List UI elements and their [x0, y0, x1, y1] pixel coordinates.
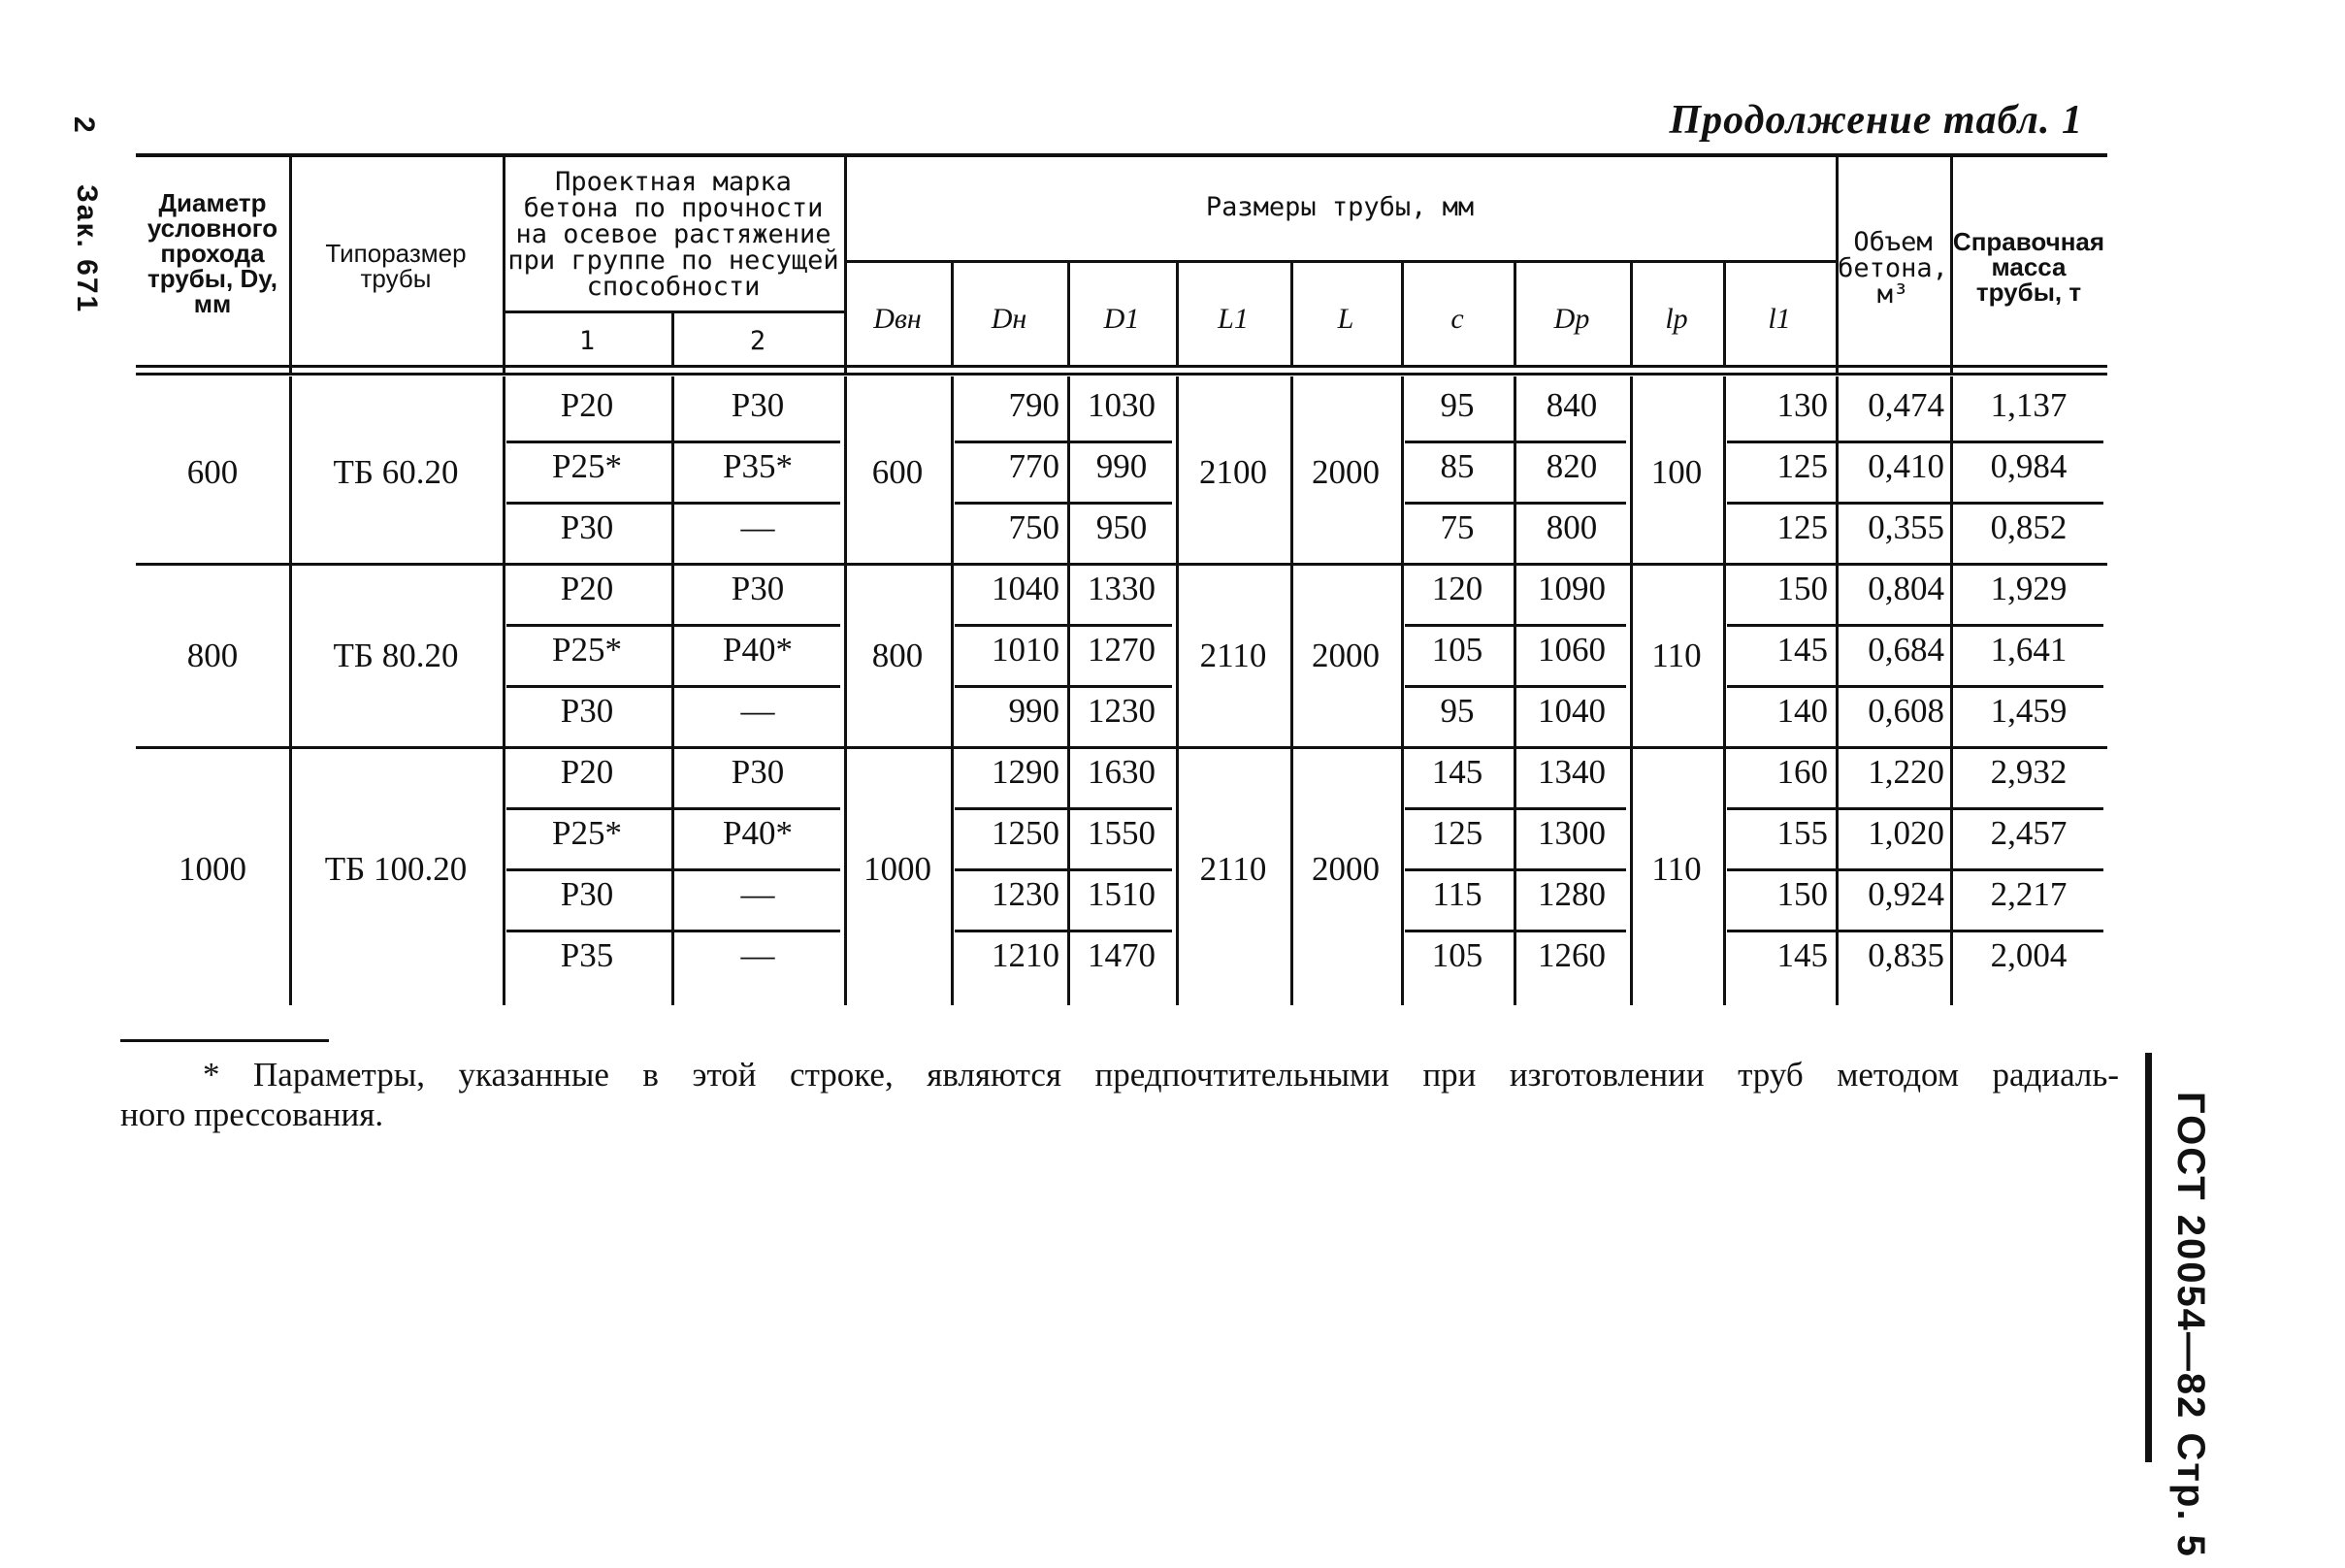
cell-grade-group1: Р25*	[552, 631, 622, 669]
cell-d1: 1330	[1088, 570, 1156, 607]
cell-lp: 100	[1650, 452, 1703, 491]
cell-dn: 750	[1008, 508, 1059, 546]
row-rule	[1727, 807, 2103, 810]
row-rule	[955, 807, 1172, 810]
cell-mass: 0,852	[1990, 508, 2068, 546]
cell-c: 95	[1440, 692, 1475, 730]
cell-c: 115	[1432, 875, 1482, 913]
cell-d1: 1630	[1088, 753, 1156, 791]
cell-L1: 2100	[1199, 452, 1267, 491]
cell-c: 120	[1431, 570, 1483, 607]
cell-lp: 110	[1651, 636, 1702, 674]
row-rule	[1727, 502, 2103, 505]
header-diameter: Диаметр условного прохода трубы, Dу, мм	[147, 188, 278, 318]
cell-grade-group1: Р30	[560, 692, 614, 730]
cell-l1: 140	[1776, 692, 1828, 730]
cell-d1: 1230	[1088, 692, 1156, 730]
cell-dn: 1290	[992, 753, 1059, 791]
cell-grade-group1: Р30	[560, 875, 614, 913]
cell-L1: 2110	[1199, 850, 1267, 888]
header-concrete-grade: Проектная марка бетона по прочности на осевое растяжение при группе по несущей способности	[507, 167, 839, 302]
row-rule	[506, 868, 840, 871]
row-rule	[506, 930, 840, 932]
row-rule	[955, 502, 1172, 505]
cell-mass: 1,459	[1990, 692, 2068, 730]
header-group-1: 1	[578, 326, 596, 356]
group-rule	[136, 746, 2107, 749]
row-rule	[506, 807, 840, 810]
cell-dp: 1260	[1538, 936, 1606, 974]
row-rule	[955, 624, 1172, 627]
cell-grade-group2: Р30	[731, 386, 785, 424]
cell-mass: 1,137	[1990, 386, 2068, 424]
cell-dp: 1060	[1538, 631, 1606, 669]
row-rule	[506, 685, 840, 688]
footnote-rule	[120, 1039, 329, 1042]
cell-dp: 1090	[1538, 570, 1606, 607]
cell-dp: 800	[1546, 508, 1598, 546]
header-dim-7: Dр	[1553, 303, 1590, 335]
row-rule	[1405, 502, 1626, 505]
row-rule	[1727, 441, 2103, 443]
cell-diameter: 1000	[179, 850, 246, 888]
footnote-line-1: * Параметры, указанные в этой строке, являются предпочтительными при изготовлении труб методом радиаль-	[203, 1056, 2119, 1094]
cell-mass: 2,217	[1990, 875, 2068, 913]
cell-d1: 1270	[1088, 631, 1156, 669]
group-rule	[136, 563, 2107, 566]
cell-mass: 1,641	[1990, 631, 2068, 669]
row-rule	[506, 441, 840, 443]
table-top-rule	[136, 153, 2107, 157]
cell-l1: 160	[1776, 753, 1828, 791]
header-pipe-dimensions: Размеры трубы, мм	[1205, 192, 1475, 222]
cell-dn: 1010	[992, 631, 1059, 669]
header-rule-2	[136, 373, 2107, 376]
row-rule	[1727, 624, 2103, 627]
gost-rule	[2145, 1053, 2152, 1462]
cell-c: 145	[1431, 753, 1483, 791]
cell-dn: 1230	[992, 875, 1059, 913]
row-rule	[506, 502, 840, 505]
cell-grade-group2: Р35*	[723, 447, 793, 485]
cell-l1: 125	[1776, 447, 1828, 485]
header-dim-8: lр	[1665, 303, 1688, 335]
cell-diameter: 600	[186, 452, 239, 491]
cell-dp: 1300	[1538, 814, 1606, 852]
cell-dn: 770	[1008, 447, 1059, 485]
cell-d1: 1030	[1088, 386, 1156, 424]
header-dim-6: c	[1450, 303, 1464, 335]
row-rule	[1727, 930, 2103, 932]
row-rule	[955, 441, 1172, 443]
page-number: 2	[68, 116, 100, 133]
footnote	[120, 1056, 2119, 1135]
footnote-line-2: ного прессования.	[120, 1094, 384, 1133]
cell-volume: 0,804	[1868, 570, 1944, 607]
cell-grade-group1: Р20	[560, 753, 614, 791]
cell-l1: 125	[1776, 508, 1828, 546]
cell-mass: 1,929	[1990, 570, 2068, 607]
cell-dvn: 600	[871, 452, 924, 491]
cell-L: 2000	[1312, 636, 1380, 674]
cell-dn: 1210	[992, 936, 1059, 974]
cell-l1: 130	[1776, 386, 1828, 424]
header-group-2: 2	[749, 326, 766, 356]
right-margin	[2134, 1048, 2329, 1494]
cell-L: 2000	[1312, 850, 1380, 888]
cell-diameter: 800	[186, 636, 239, 674]
cell-volume: 0,355	[1868, 508, 1944, 546]
cell-grade-group2: Р40*	[723, 631, 793, 669]
cell-dp: 1040	[1538, 692, 1606, 730]
cell-d1: 950	[1095, 508, 1148, 546]
cell-l1: 150	[1776, 570, 1828, 607]
cell-l1: 155	[1776, 814, 1828, 852]
header-reference-mass: Справочная масса трубы, т	[1952, 227, 2105, 307]
cell-volume: 1,020	[1868, 814, 1944, 852]
header-dim-9: l1	[1768, 303, 1791, 335]
cell-mass: 2,932	[1990, 753, 2068, 791]
row-rule	[506, 624, 840, 627]
cell-d1: 1510	[1088, 875, 1156, 913]
cell-dp: 840	[1546, 386, 1598, 424]
cell-volume: 0,608	[1868, 692, 1944, 730]
cell-c: 105	[1431, 631, 1483, 669]
cell-d1: 1550	[1088, 814, 1156, 852]
cell-d1: 1470	[1088, 936, 1156, 974]
row-rule	[1405, 624, 1626, 627]
cell-typesize: ТБ 100.20	[324, 850, 468, 888]
dims-subheader-rule	[844, 260, 1836, 263]
row-rule	[1405, 441, 1626, 443]
cell-typesize: ТБ 80.20	[333, 636, 459, 674]
row-rule	[1405, 930, 1626, 932]
cell-l1: 150	[1776, 875, 1828, 913]
order-number: Зак. 671	[71, 184, 103, 314]
cell-volume: 0,835	[1868, 936, 1944, 974]
row-rule	[1727, 868, 2103, 871]
cell-grade-group1: Р20	[560, 570, 614, 607]
cell-grade-group1: Р35	[560, 936, 614, 974]
cell-c: 125	[1431, 814, 1483, 852]
cell-volume: 0,474	[1868, 386, 1944, 424]
cell-mass: 2,457	[1990, 814, 2068, 852]
cell-c: 105	[1431, 936, 1483, 974]
table-continuation-heading: Продолжение табл. 1	[1669, 98, 2083, 143]
cell-volume: 0,924	[1868, 875, 1944, 913]
cell-dn: 990	[1008, 692, 1059, 730]
cell-d1: 990	[1095, 447, 1148, 485]
cell-volume: 0,410	[1868, 447, 1944, 485]
cell-grade-group2: —	[740, 936, 775, 974]
cell-dp: 1340	[1538, 753, 1606, 791]
row-rule	[955, 930, 1172, 932]
row-rule	[955, 685, 1172, 688]
cell-grade-group2: —	[740, 875, 775, 913]
header-rule-1	[136, 365, 2107, 368]
cell-c: 75	[1440, 508, 1475, 546]
header-dim-3: D1	[1103, 303, 1140, 335]
row-rule	[1405, 868, 1626, 871]
cell-volume: 1,220	[1868, 753, 1944, 791]
cell-grade-group2: —	[740, 692, 775, 730]
header-concrete-volume: Объем бетона, м³	[1838, 227, 1948, 310]
cell-volume: 0,684	[1868, 631, 1944, 669]
header-column-rule	[844, 153, 847, 373]
header-dim-1: Dвн	[873, 303, 922, 335]
cell-grade-group1: Р25*	[552, 447, 622, 485]
cell-grade-group1: Р25*	[552, 814, 622, 852]
row-rule	[1727, 685, 2103, 688]
cell-c: 95	[1440, 386, 1475, 424]
cell-grade-group2: —	[740, 508, 775, 546]
header-dim-4: L1	[1218, 303, 1249, 335]
cell-grade-group2: Р30	[731, 753, 785, 791]
row-rule	[1405, 807, 1626, 810]
cell-grade-group1: Р30	[560, 508, 614, 546]
header-typesize: Типоразмер трубы	[325, 239, 467, 293]
cell-dn: 1250	[992, 814, 1059, 852]
header-dim-2: Dн	[991, 303, 1027, 335]
cell-l1: 145	[1776, 936, 1828, 974]
cell-grade-group1: Р20	[560, 386, 614, 424]
cell-mass: 0,984	[1990, 447, 2068, 485]
cell-c: 85	[1440, 447, 1475, 485]
cell-l1: 145	[1776, 631, 1828, 669]
cell-dvn: 800	[871, 636, 924, 674]
cell-mass: 2,004	[1990, 936, 2068, 974]
cell-typesize: ТБ 60.20	[333, 452, 459, 491]
cell-dn: 1040	[992, 570, 1059, 607]
cell-L: 2000	[1312, 452, 1380, 491]
cell-lp: 110	[1651, 850, 1702, 888]
cell-dvn: 1000	[863, 850, 931, 888]
cell-grade-group2: Р30	[731, 570, 785, 607]
cell-dn: 790	[1008, 386, 1059, 424]
gost-standard-label: ГОСТ 20054—82 Стр. 5	[2169, 1092, 2212, 1558]
cell-grade-group2: Р40*	[723, 814, 793, 852]
cell-L1: 2110	[1199, 636, 1267, 674]
row-rule	[955, 868, 1172, 871]
cell-dp: 820	[1546, 447, 1598, 485]
cell-dp: 1280	[1538, 875, 1606, 913]
row-rule	[1405, 685, 1626, 688]
header-dim-5: L	[1337, 303, 1354, 335]
